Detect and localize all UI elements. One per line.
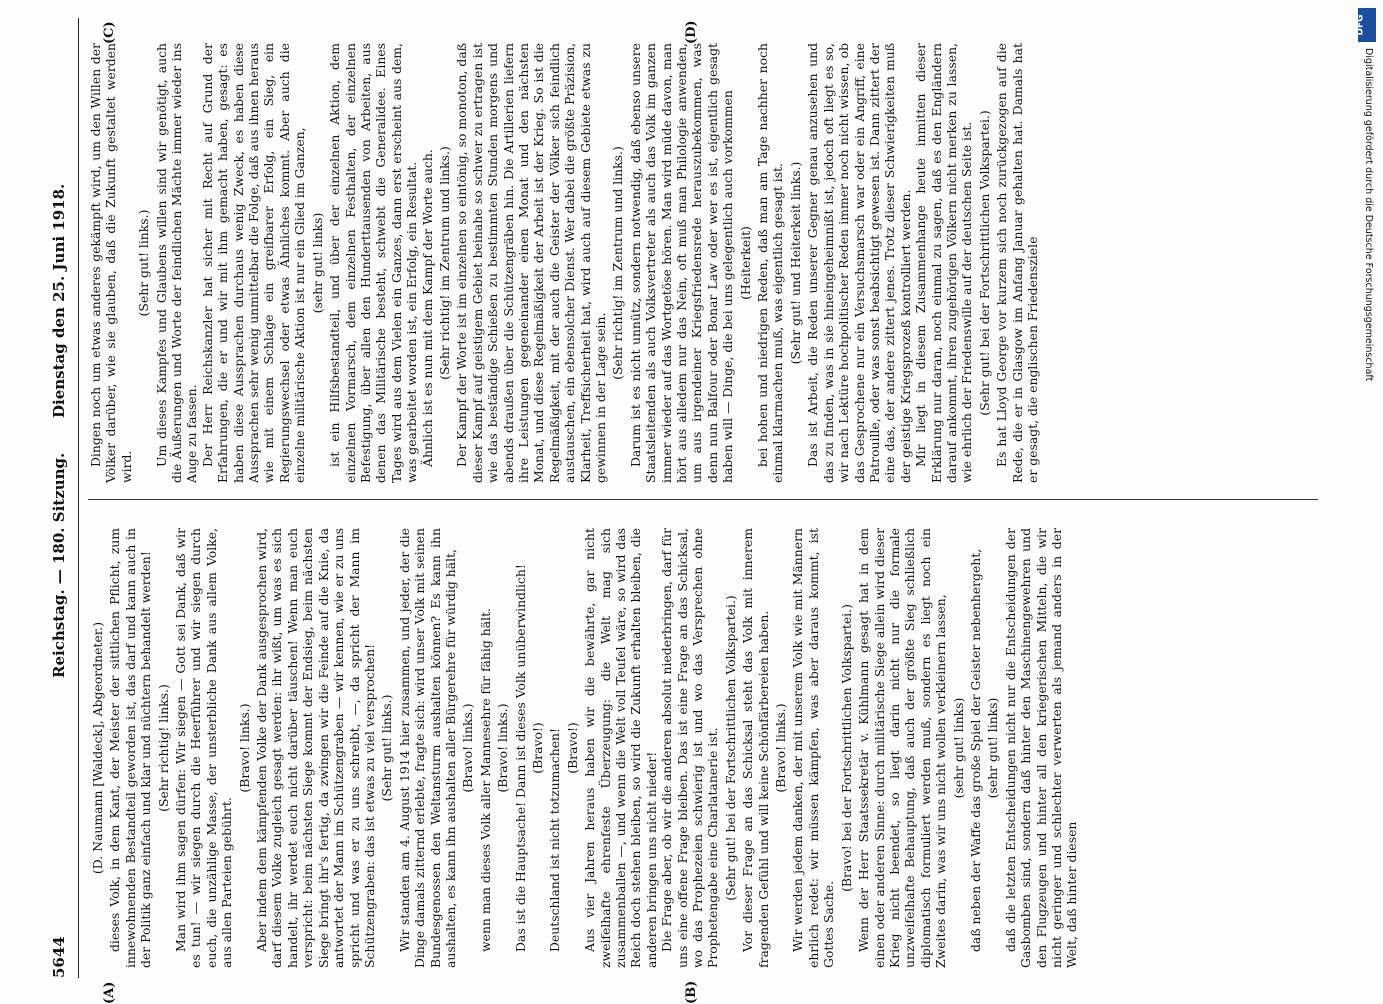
- page-date: Dienstag den 25. Juni 1918.: [50, 183, 68, 418]
- paragraph: Wenn der Herr Staatssekretär v. Kühlmann gesagt hat in dem einen oder anderen Sinne: durch militärische Siege allein wird dieser Krieg nicht beendet, so liegt darin nicht nur die formale unzweifelhafte Behauptung, daß auch der größte Sieg schließlich diplomatisch formuliert werden muß, sondern es liegt noch ein Zweites darin, was wir uns nicht wollen verkleinern lassen,: [856, 528, 949, 968]
- paragraph: Wir standen am 4. August 1914 hier zusammen, und jeder, der die Dinge damals zitternd erlebte, fragte sich: wird unser Volk mit seinen Bundesgenossen den Weltansturm aushalten können? Es kann ihn aushalten, es kann ihn aushalten aller Bürgerehre für würdig hält,: [396, 528, 458, 968]
- paragraph: Die Frage aber, ob wir die anderen absolut niederbringen, darf für uns eine offene Frage bleiben. Das ist eine Frage an das Schicksal, wo das Prophezeien schwierig ist und wo das Versprechen ohne Prophetengabe eine Charlatanerie ist.: [659, 528, 721, 968]
- interjection: (Bravo!): [564, 722, 580, 774]
- paragraph: Vor dieser Frage an das Schicksal steht das Volk mit innerem fragenden Gefühl und will keine Schönfärbereien haben.: [740, 528, 771, 968]
- page-number: 5644: [50, 936, 68, 978]
- interjection: (Sehr richtig! links.): [155, 684, 171, 812]
- paragraph: Das ist Arbeit, die Reden unserer Gegner genau anzusehen und das zu finden, was in sie hineingeheimnißt ist, jedoch oft liegt es so, wir nach Lektüre hochpolitischer Reden immer noch nicht wissen, ob das Gesprochene nur ein Versuchsmarsch war oder ein Angriff, eine Patrouille, oder was sonst beabsichtigt gewesen ist. Dann zittert der eine das, der andere zittert jenes. Trotz dieser Schwierigkeiten muß der geistige Kriegsprozeß kontrolliert werden.: [805, 43, 913, 483]
- paragraph: daß neben der Waffe das große Spiel der Geister nebenhergeht,: [967, 548, 983, 952]
- interjection: (Sehr richtig! im Zentrum und links.): [436, 146, 452, 380]
- interjection: (sehr gut! links): [950, 697, 966, 799]
- speaker-line: (D. Naumann [Waldeck], Abgeordneter.): [90, 621, 105, 875]
- paragraph: Ähnlich ist es nun mit dem Kampf der Worte auch.: [419, 149, 435, 467]
- interjection: (Bravo! bei der Fortschrittlichen Volkspartei.): [838, 604, 854, 892]
- margin-mark-d: (D): [684, 20, 699, 44]
- rotated-page-content: [44, 18, 1334, 1004]
- interjection: (Bravo! links.): [773, 703, 789, 793]
- paragraph: Aber indem dem kämpfenden Volke der Dank ausgesprochen wird, darf diesem Volke zugleich gesagt werden: ihr wißt, um was es sich handelt, ihr werdet euch nicht darüber täuschen! Wenn man euch verspricht: beim nächsten Siege kommt der Endsieg, beim nächsten Siege bringt ihr's fertig, da zwingen wir die Feinde auf die Knie, da antwortet der Mann im Schützengraben — wir kennen, wie er zu uns spricht und was er zu uns schreibt, —, da spricht der Mann im Schützengraben: das ist etwas zu viel versprochen!: [254, 528, 377, 968]
- paragraph: Wir werden jedem danken, der mit unserem Volk wie mit Männern ehrlich redet: wir müssen kämpfen, was aber daraus kommt, ist Gottes Sache.: [790, 528, 837, 968]
- interjection: (Sehr gut! und Heiterkeit links.): [787, 161, 803, 365]
- paragraph: Es hat Lloyd George vor kurzem sich noch zurückgezogen auf die Rede, die er in Glasgow im Anfang Januar gehalten hat. Damals hat er gesagt, die englischen Friedensziele: [994, 43, 1040, 483]
- paragraph: daß die letzten Entscheidungen nicht nur die Entscheidungen der Gasbomben sind, sondern daß hinter den Maschinengewehren und den Flugzeugen und hinter all den kriegerischen Mitteln, die wir nicht geringer und schlechter verwerten als jemand anders in der Welt, daß hinter diesen: [1002, 528, 1080, 968]
- paragraph: Darum ist es nicht unnütz, sondern notwendig, daß ebenso unsere Staatsleitenden als auch Volksvertreter als auch das Volk im ganzen immer wieder auf das Wortgetöse hören. Man wird müde davon, man hört aus alledem nur das Nein, oft muß man Philologie anwenden, um aus irgendeiner Kriegsfriedensrede herauszubekommen, was denn nun Balfour oder Bonar Law oder wer es ist, eigentlich gesagt haben will — Dinge, die bei uns gelegentlich auch vorkommen: [627, 43, 736, 483]
- margin-mark-b: (B): [684, 980, 699, 1004]
- paragraph: Der Herr Reichskanzler hat sicher mit Recht auf Grund der Erfahrungen, die er und wir mit ihm gemacht haben, gesagt: es haben diese Aussprachen durchaus wenig Zweck, es haben diese Aussprachen sehr wenig unmittelbar die Folge, daß aus ihnen heraus wie mit einem Schlage ein greifbarer Erfolg, ein Sieg, ein Regierungswechsel oder etwas Ähnliches kommt. Aber auch die einzelne militärische Aktion ist nur ein Glied im Ganzen,: [199, 43, 308, 483]
- paragraph: Mir liegt in diesem Zusammenhange heute inmitten dieser Erklärung nur daran, noch einmal zu sagen, daß es den Engländern darauf ankommt, ihren zugehörigen Völkern nicht merken zu lassen, wie ehrlich der Friedenswille auf der deutschen Seite ist.: [913, 43, 975, 483]
- digitization-credit: Digitalisierung gefördert durch die Deutsche Forschungsgemeinschaft: [1363, 48, 1374, 382]
- interjection: (Bravo! links.): [495, 703, 511, 793]
- margin-mark-c: (C): [102, 21, 117, 44]
- interjection: (sehr gut! links): [985, 697, 1001, 799]
- interjection: (Sehr gut! links.): [379, 694, 395, 802]
- paragraph: Deutschland ist nicht totzumachen!: [547, 728, 563, 952]
- interjection: (Sehr gut! links.): [136, 209, 152, 317]
- paragraph: bei hohen und niedrigen Reden, daß man am Tage nachher noch einmal klarmachen muß, was eigentlich gesagt ist.: [755, 43, 786, 483]
- paragraph: Man wird ihm sagen dürfen: Wir siegen — Gott sei Dank, daß wir es tun! — wir siegen durch die Heerführer und wir siegen durch euch, die unzählige Masse, der unsterbliche Dank aus allem Volke, aus allen Parteien gebührt.: [173, 528, 235, 968]
- paragraph: Um dieses Kampfes und Glaubens willen sind wir genötigt, auch die Äußerungen und Worte der feindlichen Mächte immer wieder ins Auge zu fassen.: [153, 43, 200, 483]
- interjection: (Bravo! links.): [460, 703, 476, 793]
- paragraph: wenn man dieses Volk aller Mannesehre für fähig hält.: [477, 608, 493, 952]
- interjection: (Sehr gut! bei der Fortschrittlichen Volkspartei.): [976, 110, 992, 416]
- paragraph: dieses Volk, in dem Kant, der Meister der sittlichen Pflicht, zum innewohnenden Bestandteil geworden ist, das darf und kann auch in der Politik ganz einfach und klar und nüchtern behandelt werden!: [107, 528, 154, 968]
- paragraph: Das ist die Hauptsache! Dann ist dieses Volk unüberwindlich!: [512, 564, 528, 952]
- page-header: [44, 18, 79, 978]
- paragraph: Aus vier Jahren heraus haben wir die bewährte, gar nicht zweifelhafte ehrenfeste Überzeugung: die Welt mag sich zusammenballen —, und wenn die Welt voll Teufel wäre, so wird das Reich doch stehen bleiben, so wird die Zukunft erhalten bleiben, die anderen bringen uns nicht nieder!: [582, 528, 659, 968]
- interjection: (Sehr richtig! im Zentrum und links.): [610, 146, 626, 380]
- right-column: [88, 43, 1318, 483]
- dfg-logo: DFG: [1358, 8, 1376, 42]
- interjection: (Sehr gut! bei der Fortschrittlichen Volkspartei.): [722, 595, 738, 901]
- paragraph: Der Kampf der Worte ist im einzelnen so eintönig, so monoton, daß dieser Kampf auf geistigem Gebiet beinahe so schwer zu ertragen ist wie das beständige Schießen zu bestimmten Stunden morgens und abends draußen über die Schützengräben hin. Die Artillerien liefern ihre Leistungen gegeneinander einen Monat und den nächsten Monat, und diese Regelmäßigkeit der Arbeit ist der Krieg. So ist die Regelmäßigkeit, mit der auch die Geister der Völker sich feindlich austauschen, ein ebensolcher Dienst. Wer dabei die größte Präzision, Klarheit, Treffsicherheit hat, wird auch auf diesem Gebiete etwas zu gewinnen in der Lage sein.: [454, 43, 608, 483]
- margin-mark-a: (A): [102, 981, 117, 1004]
- paragraph: ist ein Hilfsbestandteil, und über der einzelnen Aktion, dem einzelnen Vormarsch, dem einzelnen Festhalten, der einzelnen Befestigung, über allen den Hunderttausenden von Arbeiten, aus denen das Militärische besteht, schwebt die Generalidee. Eines Tages wird aus dem Vielen ein Ganzes, dann erst erscheint aus dem, was gearbeitet worden ist, ein Erfolg, ein Resultat.: [327, 43, 420, 483]
- left-column: [88, 528, 1318, 968]
- column-divider: [88, 499, 1318, 500]
- interjection: (Bravo! links.): [236, 703, 252, 793]
- paragraph: Dingen noch um etwas anderes gekämpft wird, um den Willen der Völker darüber, wie sie glauben, daß die Zukunft gestaltet werden wird.: [88, 43, 134, 483]
- interjection: (sehr gut! links): [309, 212, 325, 314]
- page-title: Reichstag. — 180. Sitzung.: [50, 452, 68, 678]
- interjection: (Bravo!): [529, 722, 545, 774]
- interjection: (Heiterkeit): [737, 226, 753, 300]
